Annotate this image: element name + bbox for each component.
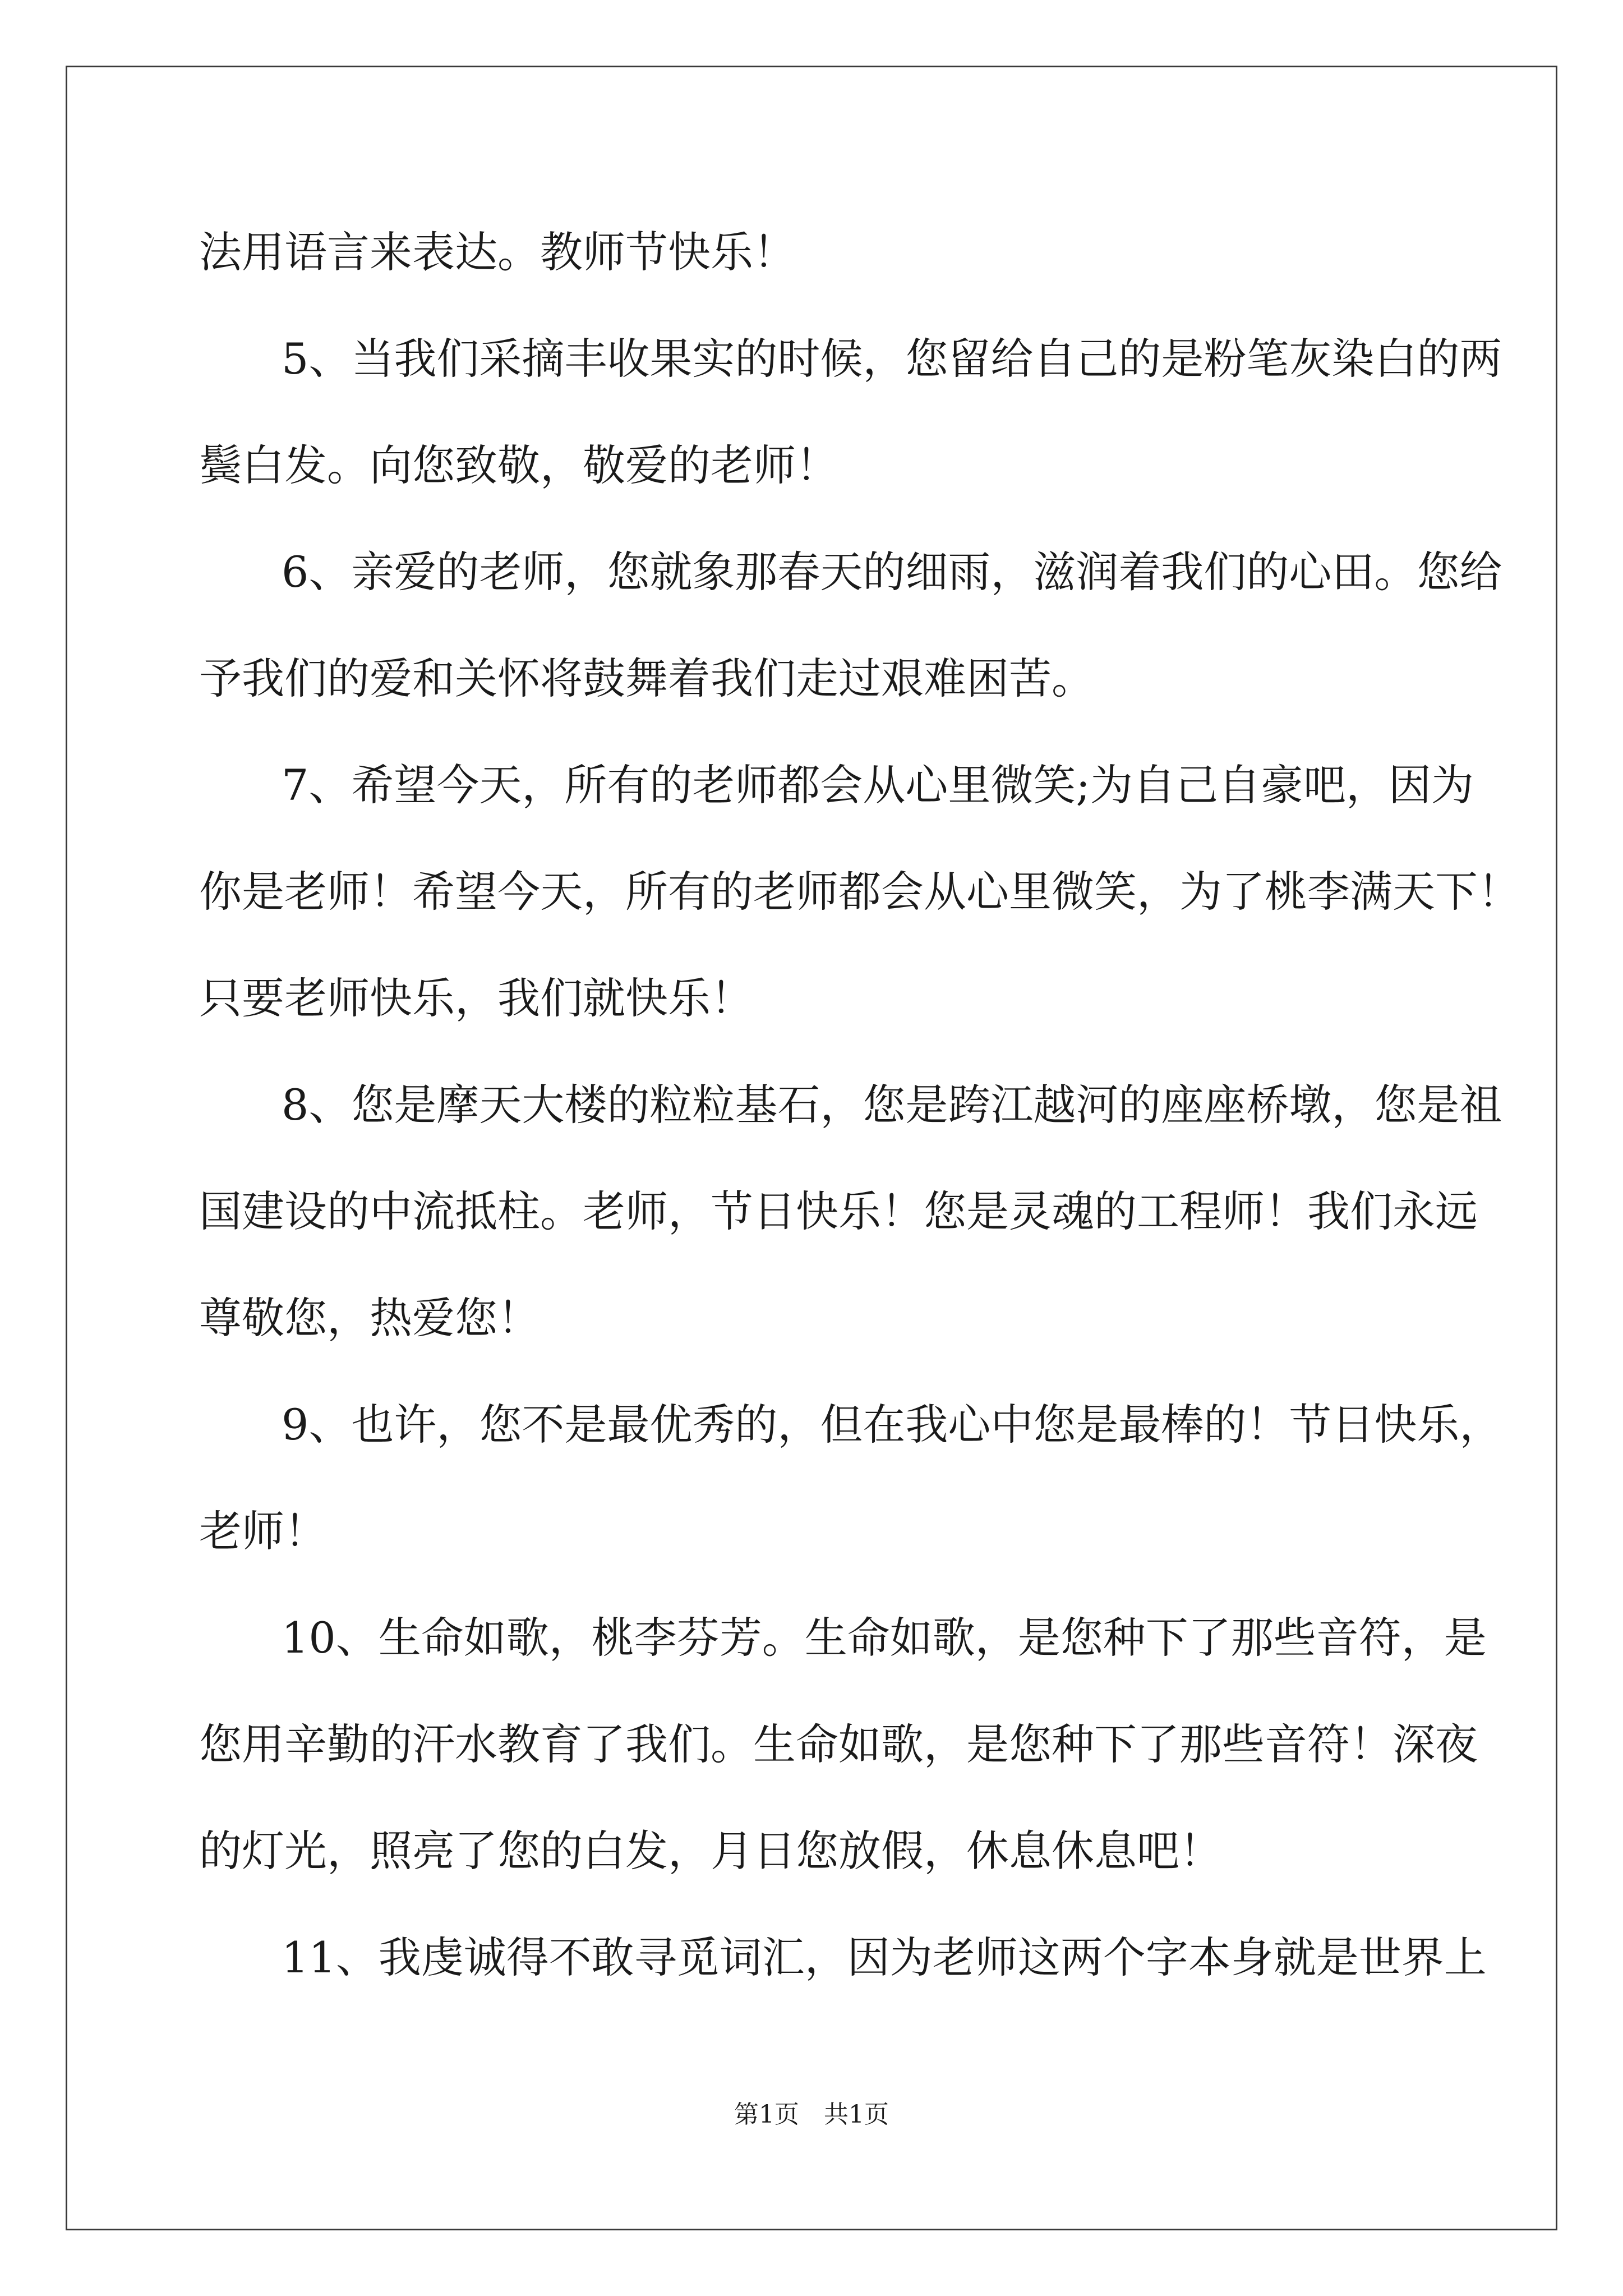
text-line: 国建设的中流抵柱。老师，节日快乐！您是灵魂的工程师！我们永远 <box>199 1186 1478 1236</box>
text-line: 鬓白发。向您致敬，敬爱的老师！ <box>199 440 838 490</box>
text-line: 法用语言来表达。教师节快乐！ <box>199 227 796 277</box>
text-line: 您用辛勤的汗水教育了我们。生命如歌，是您种下了那些音符！深夜 <box>199 1719 1478 1769</box>
text-line: 予我们的爱和关怀将鼓舞着我们走过艰难困苦。 <box>199 654 1094 703</box>
text-line: 尊敬您，热爱您！ <box>199 1293 540 1343</box>
text-line: 5、当我们采摘丰收果实的时候，您留给自己的是粉笔灰染白的两 <box>282 334 1502 384</box>
text-line: 9、也许，您不是最优秀的，但在我心中您是最棒的！节日快乐， <box>282 1400 1502 1450</box>
text-line: 8、您是摩天大楼的粒粒基石，您是跨江越河的座座桥墩，您是祖 <box>282 1080 1502 1130</box>
text-line: 7、希望今天，所有的老师都会从心里微笑;为自己自豪吧，因为 <box>282 760 1474 810</box>
text-line: 老师！ <box>199 1506 327 1556</box>
text-line: 你是老师！希望今天，所有的老师都会从心里微笑，为了桃李满天下！ <box>199 867 1520 917</box>
text-line: 的灯光，照亮了您的白发，月日您放假，休息休息吧！ <box>199 1826 1222 1876</box>
text-line: 10、生命如歌，桃李芬芳。生命如歌，是您种下了那些音符，是 <box>282 1613 1487 1663</box>
text-line: 11、我虔诚得不敢寻觅词汇，因为老师这两个字本身就是世界上 <box>282 1932 1487 1982</box>
page-footer: 第1页 共1页 <box>734 2100 889 2129</box>
page-border <box>66 66 1557 2230</box>
text-line: 6、亲爱的老师，您就象那春天的细雨，滋润着我们的心田。您给 <box>282 547 1502 597</box>
text-line: 只要老师快乐，我们就快乐！ <box>199 973 753 1023</box>
